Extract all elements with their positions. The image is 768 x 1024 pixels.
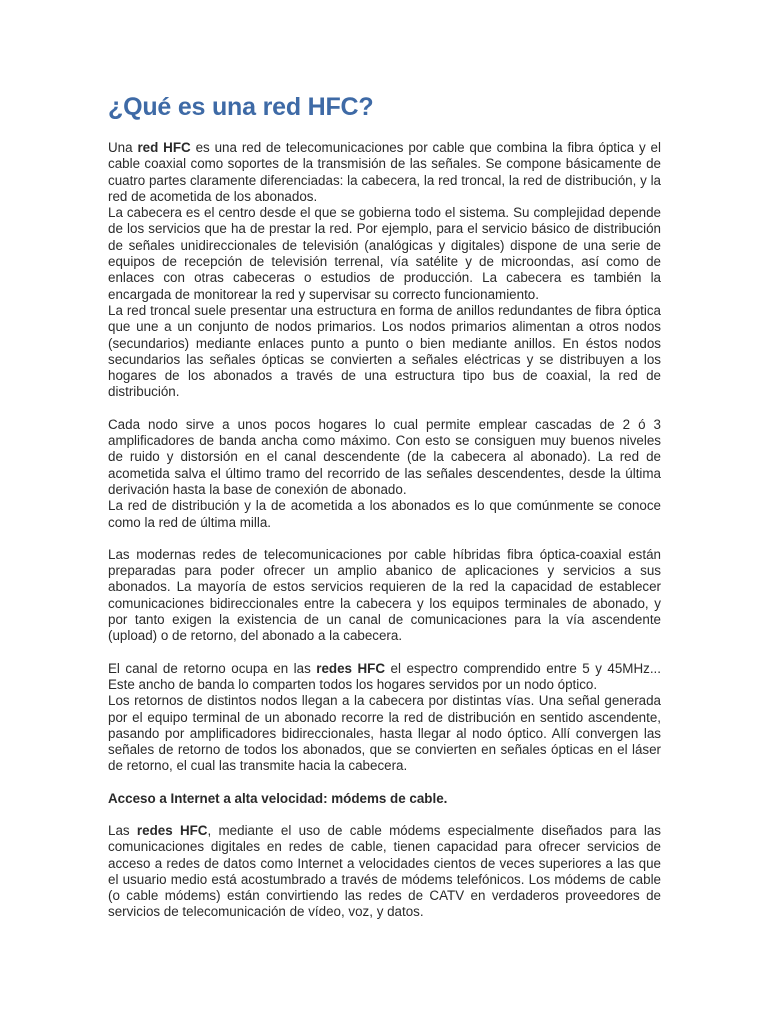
paragraph-cabecera: La cabecera es el centro desde el que se gobierna todo el sistema. Su complejidad depende de los servicios que ha de prestar la red. Por ejemplo, para el servicio básico de distribución de señales unidireccionales de televisión (analógicas y digitales) dispone de una serie de equipos de recepción de televisión terrenal, vía satélite y de microondas, así como de enlaces con otras cabeceras o estudios de producción. La cabecera es también la encargada de monitorear la red y supervisar su correcto funcionamiento. [108,205,661,302]
retorno-text-a: El canal de retorno ocupa en las [108,660,317,676]
section-heading-internet: Acceso a Internet a alta velocidad: módems de cable. [108,790,448,806]
page-title: ¿Qué es una red HFC? [108,93,374,121]
spacer [108,775,661,791]
modems-bold-term: redes HFC [136,822,208,838]
retorno-text-c: el espectro comprendido entre 5 y 45MHz... Este ancho de banda lo comparten todos los hogares servidos por un nodo óptico. [108,660,661,692]
paragraph-ultima-milla: La red de distribución y la de acometida a los abonados es lo que comúnmente se conoce como la red de última milla. [108,498,661,530]
paragraph-nodo: Cada nodo sirve a unos pocos hogares lo cual permite emplear cascadas de 2 ó 3 amplificadores de banda ancha como máximo. Con esto se consiguen muy buenos niveles de ruido y distorsión en el canal descendente (de la cabecera al abonado). La red de acometida salva el último tramo del recorrido de las señales descendentes, desde la última derivación hasta la base de conexión de abonado. [108,416,661,497]
document-page [108,92,661,921]
intro-text-a: Una [108,140,138,155]
spacer [108,807,661,823]
modems-text-c: , mediante el uso de cable módems especialmente diseñados para las comunicaciones digitales en redes de cable, tienen capacidad para ofrecer servicios de acceso a redes de datos como Internet a velocidades cientos de veces superiores a las que el usuario medio está acostumbrado a través de módems telefónicos. Los módems de cable (o cable módems) están convirtiendo las redes de CATV en verdaderos proveedores de servicios de telecomunicación de vídeo, voz, y datos. [108,822,661,920]
intro-bold-term: red HFC [137,140,191,155]
paragraph-intro [108,140,661,205]
spacer [108,531,661,547]
spacer [108,401,661,417]
modems-text-a: Las [108,822,137,838]
intro-text-c: es una red de telecomunicaciones por cable que combina la fibra óptica y el cable coaxial como soportes de la transmisión de las señales. Se compone básicamente de cuatro partes claramente diferenciadas: la cabecera, la red troncal, la red de distribución, y la red de acometida de los abonados. [108,140,661,204]
spacer [108,645,661,661]
paragraph-cable-modems [108,823,661,921]
paragraph-red-troncal: La red troncal suele presentar una estructura en forma de anillos redundantes de fibra óptica que une a un conjunto de nodos primarios. Los nodos primarios alimentan a otros nodos (secundarios) mediante enlaces punto a punto o bien mediante anillos. En éstos nodos secundarios las señales ópticas se convierten a señales eléctricas y se distribuyen a los hogares de los abonados a través de una estructura tipo bus de coaxial, la red de distribución. [108,302,661,400]
paragraph-redes-modernas: Las modernas redes de telecomunicaciones por cable híbridas fibra óptica-coaxial están preparadas para poder ofrecer un amplio abanico de aplicaciones y servicios a sus abonados. La mayoría de estos servicios requieren de la red la capacidad de establecer comunicaciones bidireccionales entre la cabecera y los equipos terminales de abonado, y por tanto exigen la existencia de un canal de comunicaciones para la vía ascendente (upload) o de retorno, del abonado a la cabecera. [108,546,661,644]
paragraph-canal-retorno [108,661,661,694]
paragraph-retornos-nodos: Los retornos de distintos nodos llegan a la cabecera por distintas vías. Una señal generada por el equipo terminal de un abonado recorre la red de distribución en sentido ascendente, pasando por amplificadores bidireccionales, hasta llegar al nodo óptico. Allí convergen las señales de retorno de todos los abonados, que se convierten en señales ópticas en el láser de retorno, el cual las transmite hacia la cabecera. [108,693,661,774]
retorno-bold-term: redes HFC [316,660,386,676]
